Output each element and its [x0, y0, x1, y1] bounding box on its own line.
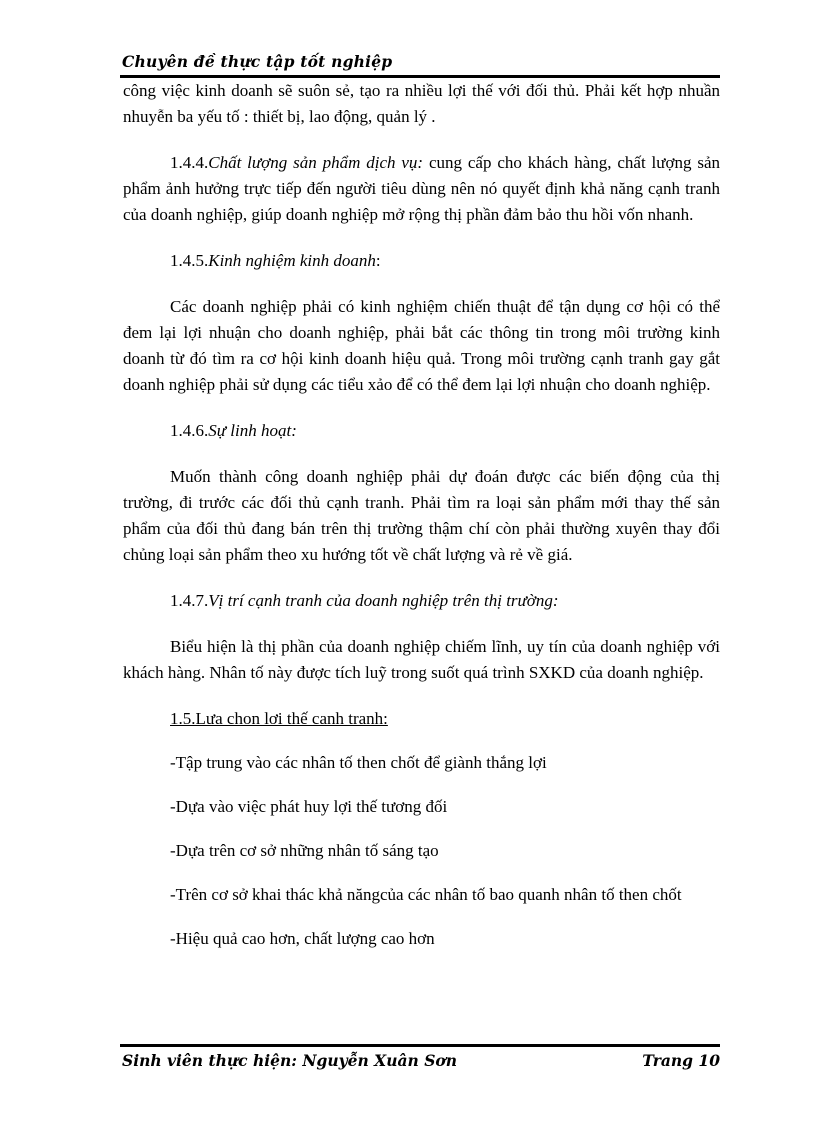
section-number: 1.4.7.	[170, 591, 209, 610]
section-number: 1.4.5.	[170, 251, 209, 270]
paragraph: Các doanh nghiệp phải có kinh nghiệm chiến thuật để tận dụng cơ hội có thể đem lại lợi nhuận cho doanh nghiệp, phải bắt các thông tin trong môi trường kinh doanh từ đó tìm ra cơ hội kinh doanh hiệu quả. Trong môi trường cạnh tranh gay gắt doanh nghiệp phải sử dụng các tiểu xảo để có thể đem lại lợi nhuận cho doanh nghiệp.	[123, 297, 720, 394]
list-item: -Hiệu quả cao hơn, chất lượng cao hơn	[170, 929, 435, 948]
footer-student: Sinh viên thực hiện: Nguyễn Xuân Sơn	[122, 1051, 457, 1070]
section-title: Kinh nghiệm kinh doanh	[208, 251, 376, 270]
list-item: -Trên cơ sở khai thác khả năngcủa các nhân tố bao quanh nhân tố then chốt	[170, 885, 682, 904]
paragraph: Muốn thành công doanh nghiệp phải dự đoán được các biến động của thị trường, đi trước các đối thủ cạnh tranh. Phải tìm ra loại sản phẩm mới thay thế sản phẩm của đối thủ đang bán trên thị trường thậm chí còn phải thường xuyên thay đổi chủng loại sản phẩm theo xu hướng tốt về chất lượng và rẻ về giá.	[123, 467, 720, 564]
section-title: Sự linh hoạt:	[208, 421, 297, 440]
section-1-4-4	[123, 150, 720, 228]
paragraph: Biểu hiện là thị phần của doanh nghiệp chiếm lĩnh, uy tín của doanh nghiệp với khách hàng. Nhân tố này được tích luỹ trong suốt quá trình SXKD của doanh nghiệp.	[123, 637, 720, 682]
paragraph: công việc kinh doanh sẽ suôn sẻ, tạo ra nhiều lợi thế với đối thủ. Phải kết hợp nhuần nhuyễn ba yếu tố : thiết bị, lao động, quản lý .	[123, 81, 720, 126]
section-number: 1.4.4.	[170, 153, 209, 172]
section-title: Chất lượng sản phẩm dịch vụ:	[208, 153, 424, 172]
section-colon: :	[375, 251, 381, 270]
section-heading-underlined: 1.5.Lưa chon lơi thế canh tranh:	[170, 709, 388, 728]
section-1-4-5-heading	[123, 248, 720, 274]
list-item: -Tập trung vào các nhân tố then chốt để giành thắng lợi	[170, 753, 547, 772]
footer-rule	[120, 1044, 720, 1047]
list-item: -Dựa vào việc phát huy lợi thế tương đối	[170, 797, 448, 816]
page-number: Trang 10	[642, 1051, 720, 1070]
section-1-5-heading	[123, 706, 720, 732]
list-item: -Dựa trên cơ sở những nhân tố sáng tạo	[170, 841, 439, 860]
section-text: cung cấp cho khách hàng, chất lượng sản phẩm ảnh hưởng trực tiếp đến người tiêu dùng nên nó quyết định khả năng cạnh tranh của doanh nghiệp, giúp doanh nghiệp mở rộng thị phần đảm bảo thu hồi vốn nhanh.	[123, 153, 720, 224]
document-body	[123, 78, 720, 952]
section-number: 1.4.6.	[170, 421, 209, 440]
section-title: Vị trí cạnh tranh của doanh nghiệp trên thị trường:	[208, 591, 559, 610]
page-header-title: Chuyên đề thực tập tốt nghiệp	[122, 52, 393, 71]
section-1-4-6-heading	[123, 418, 720, 444]
section-1-4-7-heading	[123, 588, 720, 614]
